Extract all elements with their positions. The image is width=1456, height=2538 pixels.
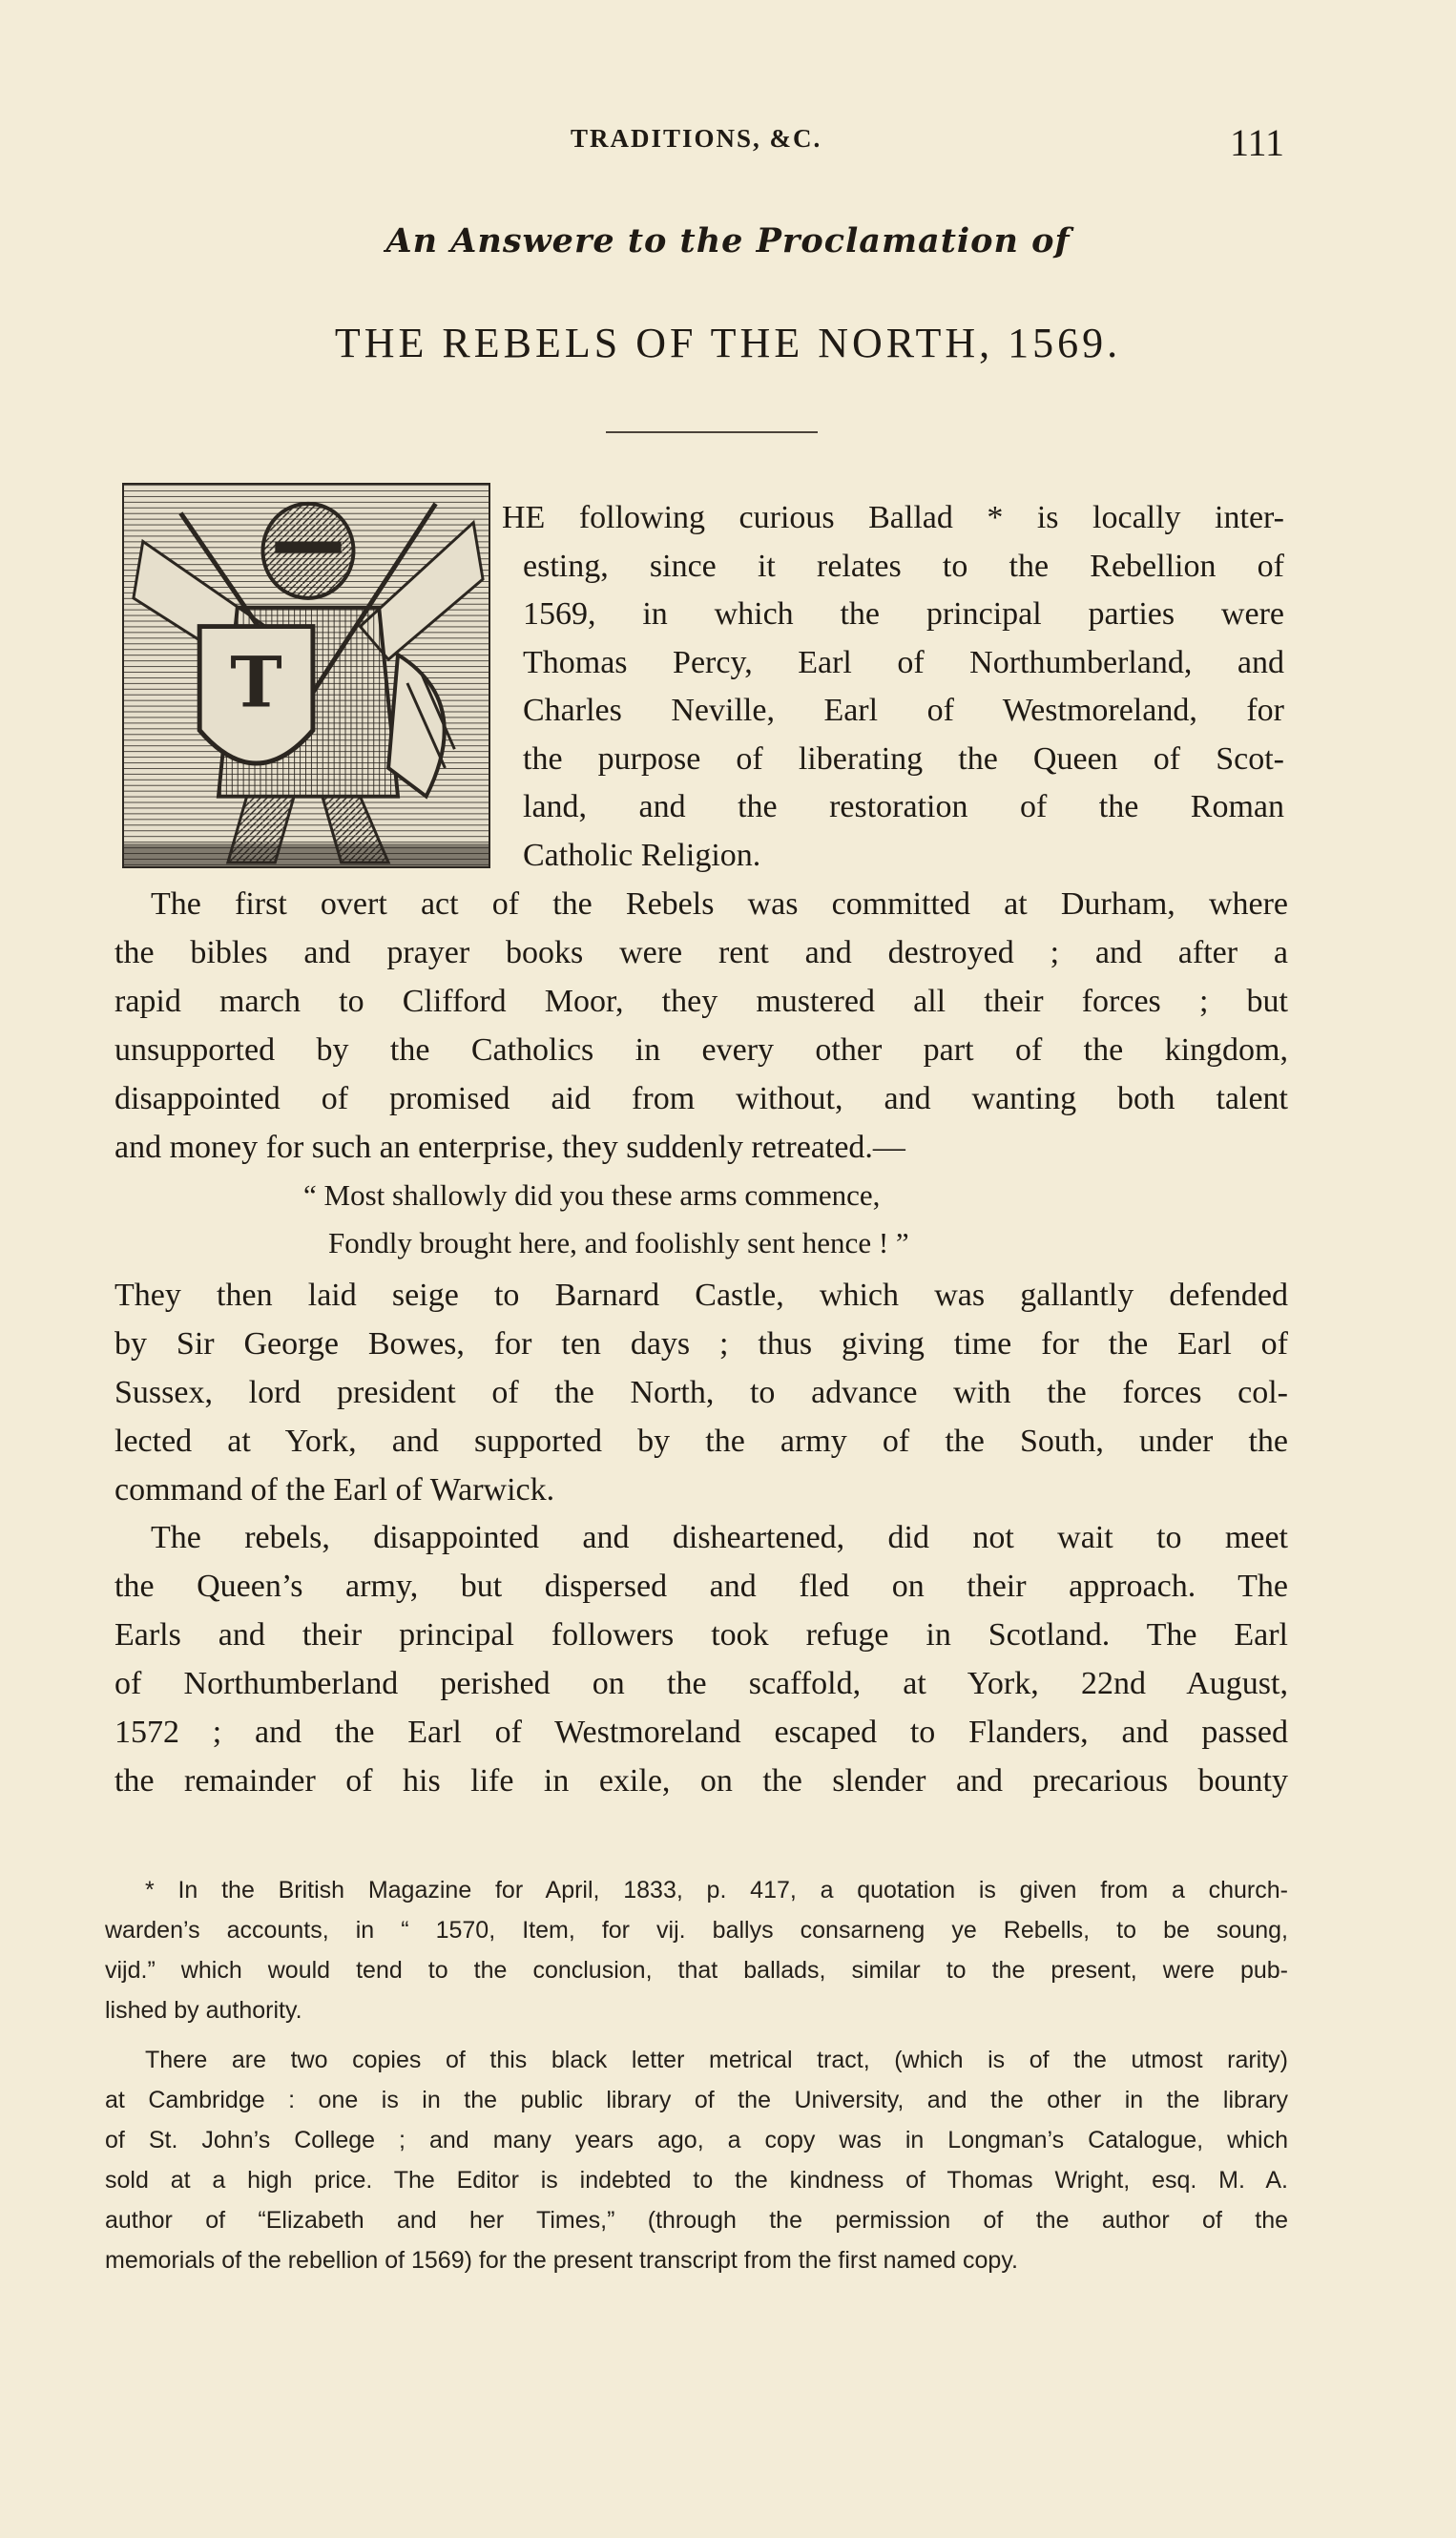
paragraph-1 xyxy=(114,880,1288,1172)
main-title: THE REBELS OF THE NORTH, 1569. xyxy=(334,320,1122,366)
body-line: Sussex, lord president of the North, to advance with the forces col- xyxy=(114,1375,1288,1410)
body-line: They then laid seige to Barnard Castle, which was gallantly defended xyxy=(114,1278,1288,1313)
paragraph-3 xyxy=(114,1513,1288,1805)
drop-cap-letter: T xyxy=(230,641,282,724)
body-line: the remainder of his life in exile, on the slender and precarious bounty xyxy=(114,1763,1288,1799)
intro-line: Thomas Percy, Earl of Northumberland, and xyxy=(523,644,1284,680)
body-line: lected at York, and supported by the army of the South, under the xyxy=(114,1424,1288,1459)
body-line: the Queen’s army, but dispersed and fled on their approach. The xyxy=(114,1569,1288,1604)
body-line: and money for such an enterprise, they suddenly retreated.— xyxy=(114,1130,905,1165)
blackletter-heading: An Answere to the Proclamation of xyxy=(385,221,1071,260)
footnote-line: vijd.” which would tend to the conclusion, that ballads, similar to the present, were pub- xyxy=(105,1957,1288,1984)
footnote-line: lished by authority. xyxy=(105,1997,302,2024)
woodcut-knight-illustration xyxy=(124,485,489,866)
body-line: rapid march to Clifford Moor, they mustered all their forces ; but xyxy=(114,984,1288,1019)
intro-line: Catholic Religion. xyxy=(523,837,761,873)
body-line: 1572 ; and the Earl of Westmoreland escaped to Flanders, and passed xyxy=(114,1715,1288,1750)
footnotes xyxy=(105,1870,1288,2280)
body-line: by Sir George Bowes, for ten days ; thus giving time for the Earl of xyxy=(114,1326,1288,1362)
footnote-line: memorials of the rebellion of 1569) for the present transcript from the first named copy. xyxy=(105,2247,1018,2274)
footnote-line: * In the British Magazine for April, 1833, p. 417, a quotation is given from a church- xyxy=(145,1877,1288,1904)
intro-line: HE following curious Ballad * is locally inter- xyxy=(502,500,1284,535)
footnote-line: of St. John’s College ; and many years ago, a copy was in Longman’s Catalogue, which xyxy=(105,2127,1288,2153)
intro-line: 1569, in which the principal parties were xyxy=(523,596,1284,632)
footnote-line: author of “Elizabeth and her Times,” (through the permission of the author of the xyxy=(105,2207,1288,2234)
title-rule xyxy=(606,431,818,433)
body-line: The first overt act of the Rebels was committed at Durham, where xyxy=(151,886,1288,922)
body-line: The rebels, disappointed and disheartened, did not wait to meet xyxy=(151,1520,1288,1555)
intro-line: Charles Neville, Earl of Westmoreland, for xyxy=(523,693,1284,728)
body-line: Earls and their principal followers took refuge in Scotland. The Earl xyxy=(114,1617,1288,1653)
running-title: TRADITIONS, &C. xyxy=(571,124,822,153)
drop-cap-woodcut xyxy=(122,483,490,868)
page-number: 111 xyxy=(1229,121,1284,164)
footnote-line: warden’s accounts, in “ 1570, Item, for vij. ballys consarneng ye Rebells, to be soung, xyxy=(105,1917,1288,1944)
verse-line: Fondly brought here, and foolishly sent hence ! ” xyxy=(328,1226,909,1259)
intro-paragraph xyxy=(502,494,1284,880)
running-head xyxy=(0,121,1456,172)
intro-line: land, and the restoration of the Roman xyxy=(523,789,1284,824)
footnote-line: sold at a high price. The Editor is indebted to the kindness of Thomas Wright, esq. M. A. xyxy=(105,2167,1288,2194)
footnote-line: There are two copies of this black letter metrical tract, (which is of the utmost rarity) xyxy=(145,2047,1288,2073)
body-line: command of the Earl of Warwick. xyxy=(114,1472,555,1508)
paragraph-2 xyxy=(114,1271,1288,1514)
body-line: of Northumberland perished on the scaffold, at York, 22nd August, xyxy=(114,1666,1288,1701)
verse-line: “ Most shallowly did you these arms commence, xyxy=(303,1178,881,1212)
body-line: the bibles and prayer books were rent and destroyed ; and after a xyxy=(114,935,1288,970)
verse-quotation xyxy=(303,1172,909,1267)
footnote-line: at Cambridge : one is in the public library of the University, and the other in the library xyxy=(105,2087,1288,2113)
body-line: unsupported by the Catholics in every other part of the kingdom, xyxy=(114,1032,1288,1068)
intro-line: esting, since it relates to the Rebellion of xyxy=(523,548,1284,584)
intro-line: the purpose of liberating the Queen of Scot- xyxy=(523,740,1284,777)
footnote-gap xyxy=(105,2030,1288,2040)
body-line: disappointed of promised aid from without, and wanting both talent xyxy=(114,1081,1288,1116)
